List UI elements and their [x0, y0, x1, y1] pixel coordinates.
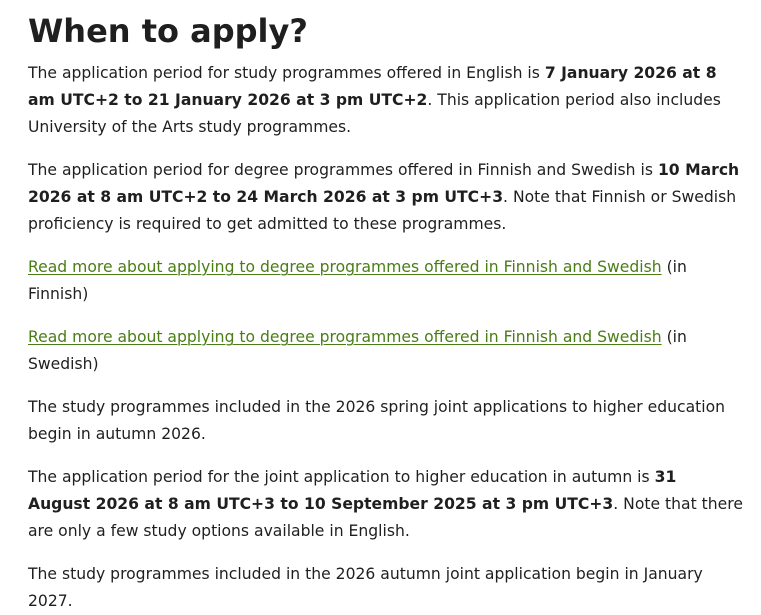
paragraph-autumn-period	[28, 464, 743, 545]
read-more-finnish-link[interactable]: Read more about applying to degree programmes offered in Finnish and Swedish	[28, 258, 662, 276]
link-paragraph-swedish	[28, 324, 743, 378]
paragraph-text: . Note that Finnish or Swedish proficiency is required to get admitted to these programmes.	[28, 188, 737, 233]
paragraph-text: The application period for study programmes offered in English is	[28, 64, 545, 82]
paragraph-text: The application period for degree programmes offered in Finnish and Swedish is	[28, 161, 658, 179]
period-dates: 31 August 2026 at 8 am UTC+3 to 10 September 2025 at 3 pm UTC+3	[28, 468, 677, 513]
period-dates: 7 January 2026 at 8 am UTC+2 to 21 January 2026 at 3 pm UTC+2	[28, 64, 717, 109]
link-paragraph-finnish	[28, 254, 743, 308]
paragraph-text: The application period for the joint application to higher education in autumn is	[28, 468, 655, 486]
paragraph-finnish-swedish-period	[28, 157, 743, 238]
read-more-swedish-link[interactable]: Read more about applying to degree programmes offered in Finnish and Swedish	[28, 328, 662, 346]
page-heading: When to apply?	[28, 12, 308, 50]
paragraph-text: . This application period also includes University of the Arts study programmes.	[28, 91, 721, 136]
paragraph-text: . Note that there are only a few study options available in English.	[28, 495, 743, 540]
link-suffix: (in Finnish)	[28, 258, 687, 303]
link-suffix: (in Swedish)	[28, 328, 687, 373]
period-dates: 10 March 2026 at 8 am UTC+2 to 24 March 2026 at 3 pm UTC+3	[28, 161, 740, 206]
paragraph-autumn-start: The study programmes included in the 2026 autumn joint application begin in January 2027.	[28, 565, 703, 610]
paragraph-english-period	[28, 60, 743, 141]
paragraph-spring-start: The study programmes included in the 2026 spring joint applications to higher education begin in autumn 2026.	[28, 398, 726, 443]
